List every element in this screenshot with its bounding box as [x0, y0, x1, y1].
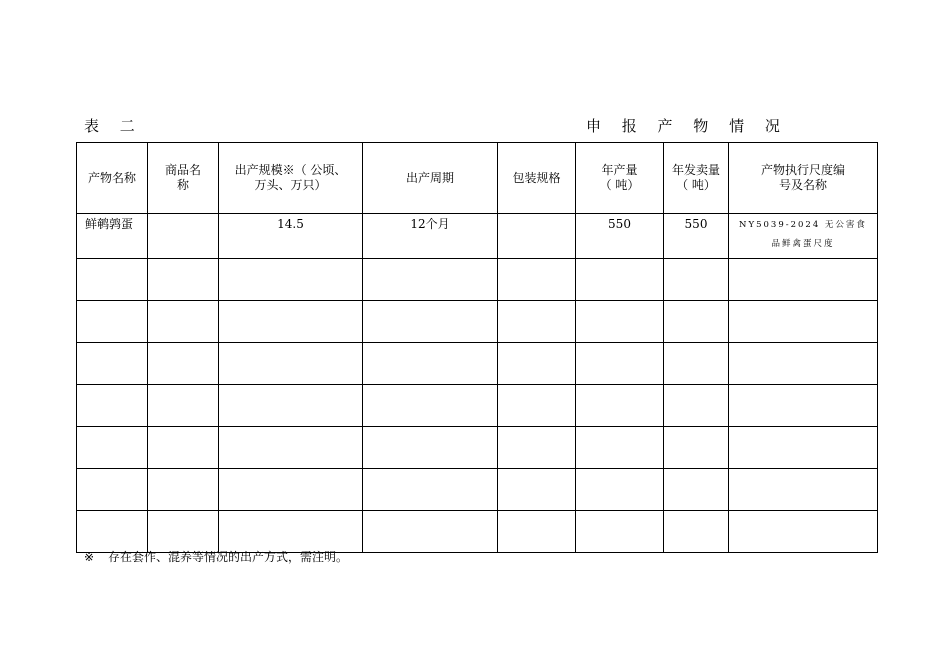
table-cell [219, 511, 363, 553]
table-cell [729, 427, 878, 469]
footnote [84, 548, 348, 565]
table-cell [729, 385, 878, 427]
table-row [77, 301, 878, 343]
cell-production-scale: 14.5 [219, 214, 363, 259]
footnote-mark: ※ [84, 550, 95, 564]
table-cell [363, 385, 498, 427]
col-header-standard: 产物执行尺度编号及名称 [729, 143, 878, 214]
table-row [77, 259, 878, 301]
col-header-brand-name: 商品名称 [148, 143, 219, 214]
table-cell [498, 511, 576, 553]
table-cell [77, 427, 148, 469]
table-cell [363, 259, 498, 301]
table-cell [148, 511, 219, 553]
table-cell [77, 511, 148, 553]
table-cell [576, 301, 664, 343]
cell-annual-sales: 550 [664, 214, 729, 259]
cell-brand-name [148, 214, 219, 259]
table-row [77, 343, 878, 385]
table-row [77, 214, 878, 259]
table-cell [576, 511, 664, 553]
table-cell [77, 343, 148, 385]
table-row [77, 511, 878, 553]
table-cell [729, 343, 878, 385]
table-cell [77, 301, 148, 343]
table-row [77, 427, 878, 469]
header-row [77, 143, 878, 214]
col-header-production-scale: 出产规模※（ 公顷、万头、万只） [219, 143, 363, 214]
table-cell [664, 385, 729, 427]
cell-production-cycle: 12个月 [363, 214, 498, 259]
table-row [77, 385, 878, 427]
page-title: 申 报 产 物 情 况 [586, 117, 788, 135]
table-cell [498, 301, 576, 343]
table-cell [219, 385, 363, 427]
table-cell [498, 469, 576, 511]
col-header-product-name: 产物名称 [77, 143, 148, 214]
table-cell [363, 301, 498, 343]
table-cell [498, 427, 576, 469]
table-cell [363, 511, 498, 553]
table-cell [664, 301, 729, 343]
table-cell [77, 385, 148, 427]
table-cell [576, 469, 664, 511]
table-cell [148, 427, 219, 469]
table-cell [576, 385, 664, 427]
table-cell [664, 427, 729, 469]
table-cell [219, 427, 363, 469]
table-cell [729, 301, 878, 343]
table-cell [148, 385, 219, 427]
table-label: 表 二 [84, 117, 143, 135]
col-header-production-cycle: 出产周期 [363, 143, 498, 214]
table-cell [148, 301, 219, 343]
table-cell [363, 427, 498, 469]
table-cell [77, 259, 148, 301]
table-cell [363, 343, 498, 385]
table-cell [576, 343, 664, 385]
table-cell [219, 301, 363, 343]
cell-standard: NY5039-2024 无公害食品鲜禽蛋尺度 [729, 214, 878, 259]
table-cell [498, 343, 576, 385]
product-table [76, 142, 878, 553]
table-cell [363, 469, 498, 511]
table-cell [77, 469, 148, 511]
table-cell [148, 259, 219, 301]
table-cell [498, 259, 576, 301]
table-cell [576, 259, 664, 301]
table-cell [729, 511, 878, 553]
table-row [77, 469, 878, 511]
cell-product-name: 鲜鹌鹑蛋 [77, 214, 148, 259]
table-cell [498, 385, 576, 427]
table-cell [219, 343, 363, 385]
table-cell [219, 259, 363, 301]
table-cell [148, 343, 219, 385]
table-cell [219, 469, 363, 511]
cell-annual-output: 550 [576, 214, 664, 259]
table-cell [729, 259, 878, 301]
col-header-packaging: 包装规格 [498, 143, 576, 214]
table-cell [148, 469, 219, 511]
cell-packaging [498, 214, 576, 259]
table-cell [664, 469, 729, 511]
table-cell [729, 469, 878, 511]
table-cell [664, 343, 729, 385]
footnote-text: 存在套作、混养等情况的出产方式，需注明。 [108, 550, 349, 564]
col-header-annual-sales: 年发卖量（ 吨） [664, 143, 729, 214]
table-cell [576, 427, 664, 469]
table-cell [664, 259, 729, 301]
table-cell [664, 511, 729, 553]
col-header-annual-output: 年产量（ 吨） [576, 143, 664, 214]
